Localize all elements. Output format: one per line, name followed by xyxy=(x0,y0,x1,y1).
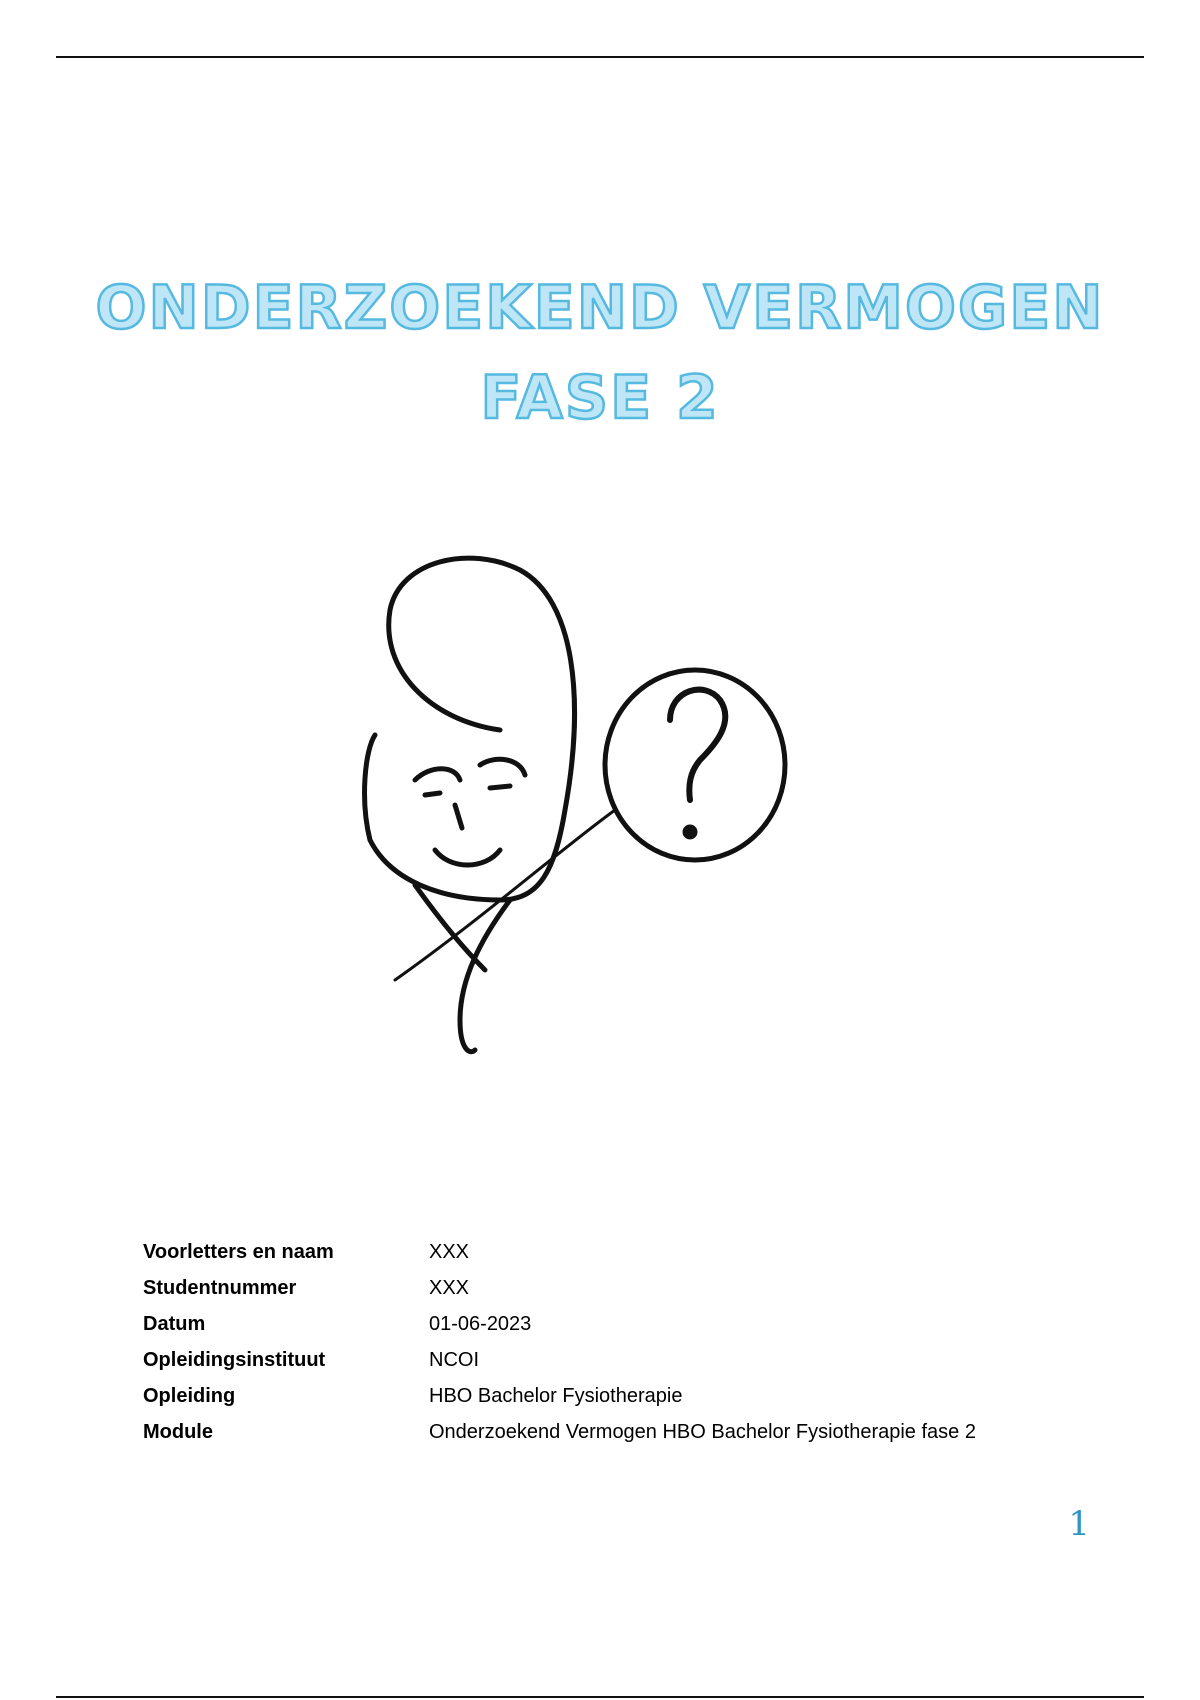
page-number: 1 xyxy=(1068,1504,1090,1544)
document-info-table xyxy=(143,1234,1103,1450)
info-row-program xyxy=(143,1378,1103,1414)
person-with-question-mark-illustration xyxy=(360,550,850,1090)
info-label: Datum xyxy=(143,1313,206,1335)
info-value: NCOI xyxy=(429,1349,479,1371)
info-value: Onderzoekend Vermogen HBO Bachelor Fysiotherapie fase 2 xyxy=(429,1421,976,1443)
info-row-student-number xyxy=(143,1270,1103,1306)
info-row-module xyxy=(143,1414,1103,1450)
info-row-institute xyxy=(143,1342,1103,1378)
footer-rule xyxy=(56,1696,1144,1698)
header-rule xyxy=(56,56,1144,58)
document-title-line-2: FASE 2 xyxy=(480,363,720,433)
info-row-date xyxy=(143,1306,1103,1342)
info-label: Studentnummer xyxy=(143,1277,297,1299)
left-eye-dash xyxy=(425,793,440,795)
info-label: Opleiding xyxy=(143,1385,236,1407)
document-title-line-1: ONDERZOEKEND VERMOGEN xyxy=(95,273,1105,343)
right-eye-dash xyxy=(490,786,510,788)
string-line xyxy=(395,810,615,980)
right-eye xyxy=(480,759,525,775)
question-mark-dot xyxy=(685,827,695,837)
info-label: Voorletters en naam xyxy=(143,1241,334,1263)
info-value: HBO Bachelor Fysiotherapie xyxy=(429,1385,683,1407)
left-eye xyxy=(415,769,460,780)
info-label: Module xyxy=(143,1421,213,1443)
info-value: 01-06-2023 xyxy=(429,1313,532,1335)
info-label: Opleidingsinstituut xyxy=(143,1349,326,1371)
info-value: XXX xyxy=(429,1241,470,1263)
smile xyxy=(435,850,500,865)
body-stroke-2 xyxy=(460,900,510,1052)
question-mark xyxy=(670,690,725,800)
info-value: XXX xyxy=(429,1277,470,1299)
nose xyxy=(455,805,462,828)
info-row-name xyxy=(143,1234,1103,1270)
head-outline xyxy=(365,558,575,900)
